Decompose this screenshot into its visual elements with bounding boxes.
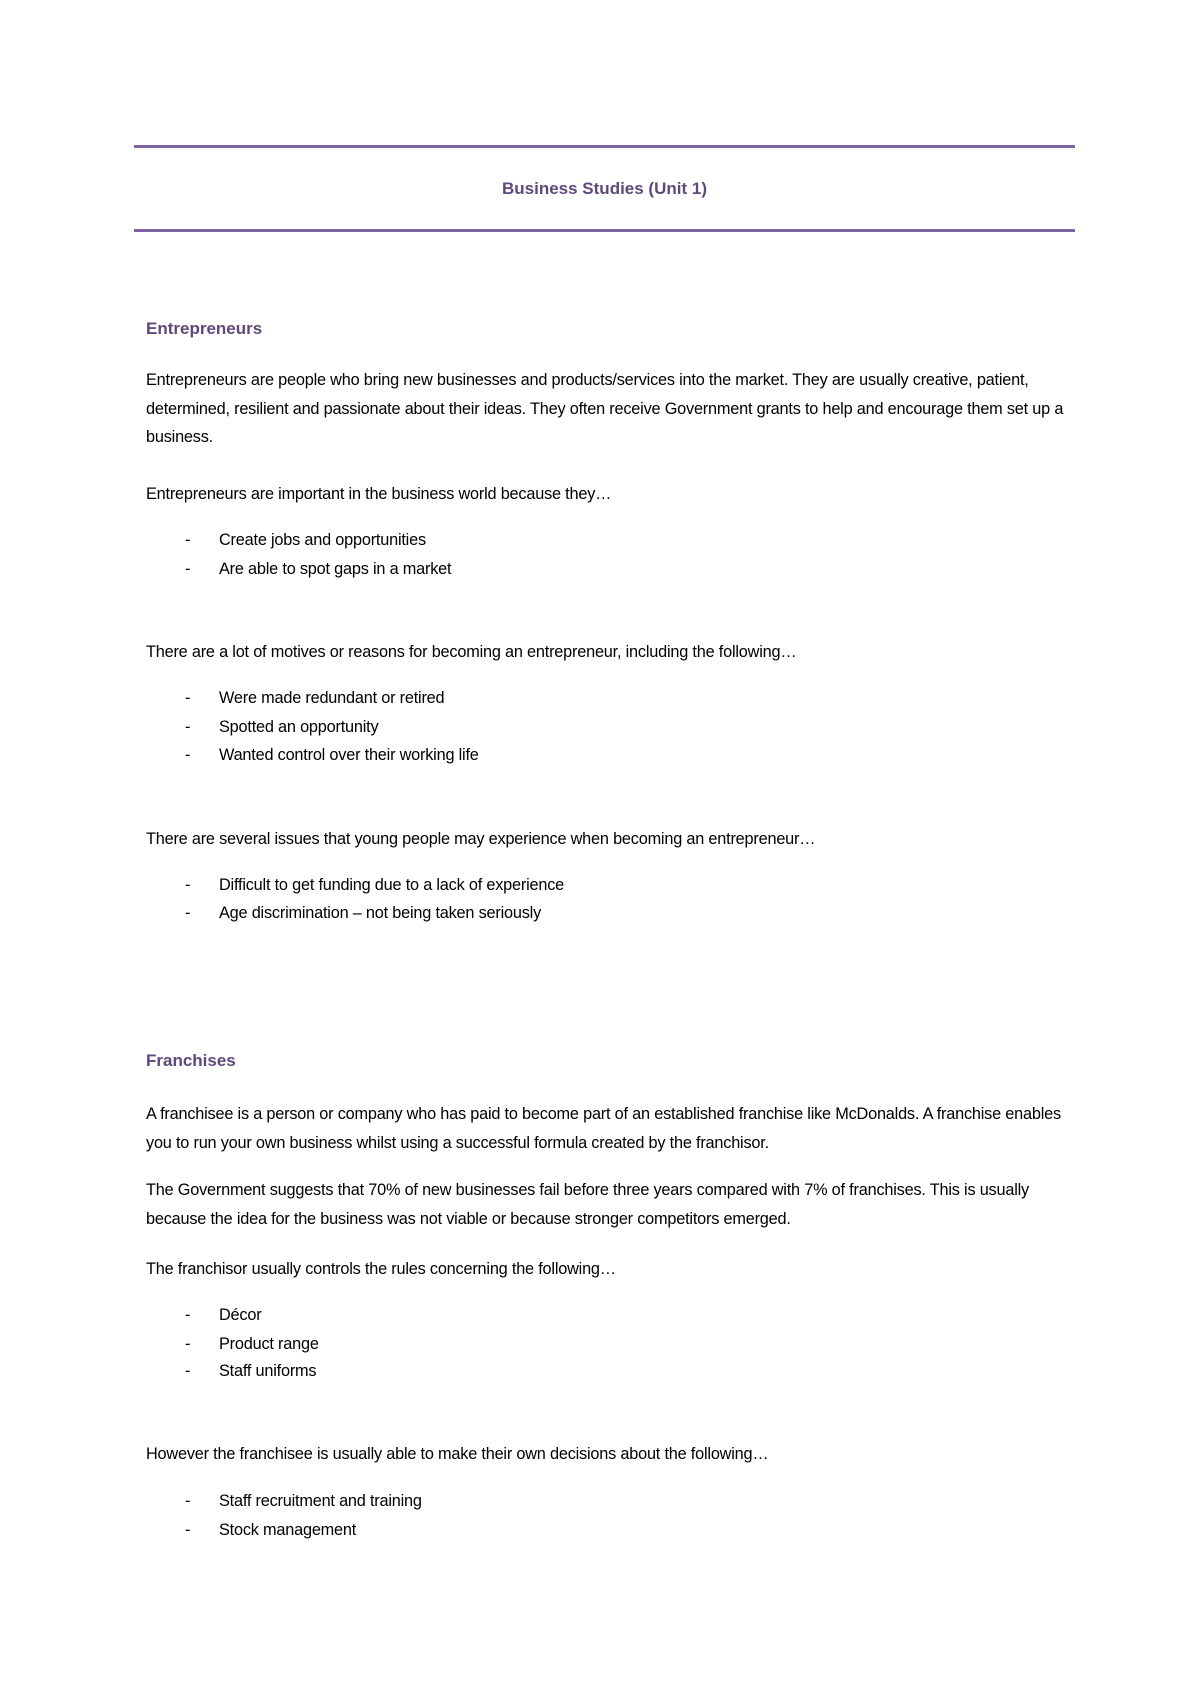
- decisions-lead: However the franchisee is usually able to make their own decisions about the following…: [146, 1445, 769, 1463]
- bullet: -: [185, 746, 191, 764]
- bullet: -: [185, 1362, 191, 1380]
- header-top-rule: [134, 145, 1075, 148]
- list-item: - Age discrimination – not being taken seriously: [185, 904, 542, 922]
- list-item: - Staff recruitment and training: [185, 1492, 422, 1510]
- franchises-stats: The Government suggests that 70% of new businesses fail before three years compared with 7% of franchises. This is usually because the idea for the business was not viable or because stronger competitors emerged.: [146, 1181, 1029, 1228]
- section-heading-entrepreneurs: Entrepreneurs: [146, 319, 263, 338]
- list-item: - Wanted control over their working life: [185, 746, 479, 764]
- bullet: -: [185, 718, 191, 736]
- bullet: -: [185, 1306, 191, 1324]
- list-item: - Are able to spot gaps in a market: [185, 560, 452, 578]
- list-item: - Spotted an opportunity: [185, 718, 379, 736]
- section-heading-franchises: Franchises: [146, 1051, 236, 1070]
- list-item: - Stock management: [185, 1521, 357, 1539]
- page-title: Business Studies (Unit 1): [502, 179, 707, 198]
- entrepreneurs-intro: Entrepreneurs are people who bring new businesses and products/services into the market. They are usually creative, patient, determined, resilient and passionate about their ideas. They often receive Government grants to help and encourage them set up a business.: [146, 371, 1064, 446]
- list-item: - Create jobs and opportunities: [185, 531, 426, 549]
- bullet: -: [185, 904, 191, 922]
- list-item: - Were made redundant or retired: [185, 689, 445, 707]
- list-item: - Difficult to get funding due to a lack of experience: [185, 876, 564, 894]
- list-item: - Staff uniforms: [185, 1362, 317, 1380]
- issues-lead: There are several issues that young people may experience when becoming an entrepreneur…: [146, 830, 816, 848]
- bullet: -: [185, 876, 191, 894]
- importance-lead: Entrepreneurs are important in the business world because they…: [146, 485, 612, 503]
- motives-lead: There are a lot of motives or reasons for becoming an entrepreneur, including the following…: [146, 643, 797, 661]
- bullet: -: [185, 1521, 191, 1539]
- list-item: - Product range: [185, 1335, 319, 1353]
- controls-lead: The franchisor usually controls the rules concerning the following…: [146, 1260, 616, 1278]
- bullet: -: [185, 531, 191, 549]
- bullet: -: [185, 1335, 191, 1353]
- header-bottom-rule: [134, 229, 1075, 232]
- bullet: -: [185, 689, 191, 707]
- list-item: - Décor: [185, 1306, 262, 1324]
- bullet: -: [185, 560, 191, 578]
- bullet: -: [185, 1492, 191, 1510]
- franchises-intro: A franchisee is a person or company who has paid to become part of an established franchise like McDonalds. A franchise enables you to run your own business whilst using a successful formula created by the franchisor.: [146, 1105, 1061, 1152]
